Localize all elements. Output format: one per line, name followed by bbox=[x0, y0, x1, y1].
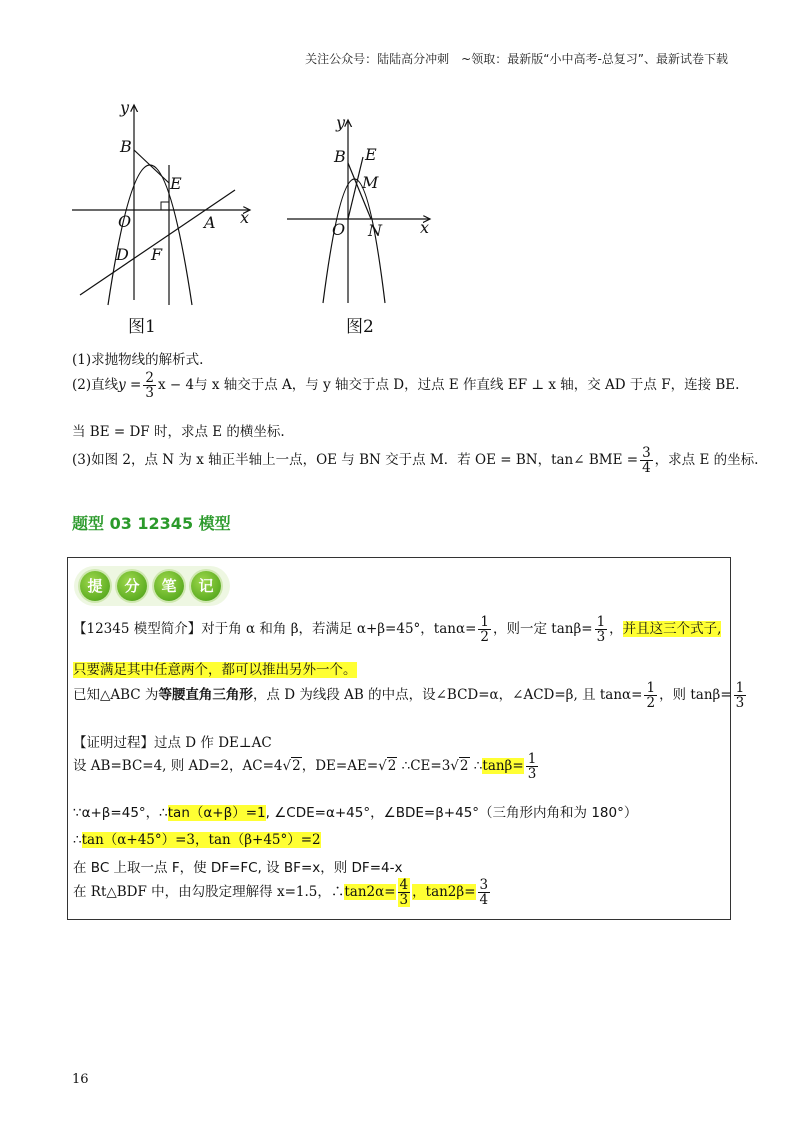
l9-frac-2 bbox=[478, 878, 491, 907]
q2-y-eq: y = bbox=[118, 377, 142, 394]
l3-frac-2 bbox=[734, 681, 747, 710]
fig1-label-x: x bbox=[240, 208, 250, 227]
l5-b: ，DE=AE= bbox=[301, 758, 379, 775]
fig2-label-m: M bbox=[362, 173, 379, 192]
l6-a: ∵α+β=45°，∴ bbox=[73, 805, 168, 821]
l1-f2n: 1 bbox=[596, 614, 606, 630]
l6-b: , ∠CDE=α+45°，∠BDE=β+45°（三角形内角和为 180°） bbox=[265, 805, 638, 821]
notes-box bbox=[67, 557, 745, 920]
l7-highlight-2: ，tan（β+45°）=2 bbox=[195, 832, 321, 848]
l3-c: ，则 tanβ= bbox=[659, 687, 732, 704]
l1-highlight: 并且这三个式子, bbox=[622, 621, 722, 638]
fig1-label-e: E bbox=[170, 174, 182, 193]
l7-a: ∴ bbox=[73, 832, 82, 848]
l9-f2n: 3 bbox=[479, 877, 489, 893]
note-line-9 bbox=[73, 878, 492, 907]
note-line-1 bbox=[73, 615, 721, 644]
l1-b: ，则一定 tanβ= bbox=[493, 621, 593, 638]
fig2-label-n: N bbox=[368, 221, 382, 240]
fig1-label-d: D bbox=[116, 245, 129, 264]
fig1-label-b: B bbox=[120, 137, 132, 156]
note-line-6 bbox=[73, 801, 637, 821]
l5-r2: 2 bbox=[387, 758, 397, 775]
q2-frac-den: 3 bbox=[145, 385, 154, 402]
q3-text: (3)如图 2，点 N 为 x 轴正半轴上一点，OE 与 BN 交于点 M．若 OE = BN，tan∠ BME = bbox=[72, 452, 639, 469]
l5-frac bbox=[526, 752, 539, 781]
l1-f1n: 1 bbox=[480, 614, 489, 630]
figure-2-graph bbox=[285, 115, 445, 305]
l5-fd: 3 bbox=[527, 766, 537, 783]
l1-frac-1 bbox=[478, 615, 491, 644]
fig1-label-y: y bbox=[120, 98, 130, 117]
note-line-8: 在 BC 上取一点 F，使 DF=FC, 设 BF=x，则 DF=4-x bbox=[73, 860, 403, 876]
badge-ti: 提 bbox=[80, 571, 110, 601]
question-3 bbox=[72, 446, 758, 475]
page-number: 16 bbox=[72, 1072, 89, 1087]
l3-f2d: 3 bbox=[735, 695, 745, 712]
fig1-label-o: O bbox=[118, 212, 132, 231]
l3-a: 已知△ABC 为 bbox=[73, 687, 159, 704]
l7-highlight-1: tan（α+45°）=3 bbox=[81, 832, 196, 848]
q2-fraction bbox=[143, 371, 156, 400]
l3-f1n: 1 bbox=[646, 680, 656, 696]
l5-fn: 1 bbox=[527, 751, 537, 767]
l3-b: ，点 D 为线段 AB 的中点，设∠BCD=α，∠ACD=β, 且 tanα= bbox=[252, 687, 643, 704]
fig2-label-o: O bbox=[332, 220, 346, 239]
l9-f2d: 4 bbox=[479, 892, 489, 909]
l6-highlight: tan（α+β）=1 bbox=[167, 805, 266, 821]
note-line-2 bbox=[73, 658, 357, 678]
question-2-line-2: 当 BE = DF 时，求点 E 的横坐标. bbox=[72, 424, 285, 440]
page-header: 关注公众号：陆陆高分冲刺 ~领取：最新版“小中高考-总复习”、最新试卷下载 bbox=[305, 52, 728, 66]
l1-frac-2 bbox=[595, 615, 608, 644]
note-line-4: 【证明过程】过点 D 作 DE⊥AC bbox=[73, 735, 272, 751]
l9-frac-1 bbox=[398, 878, 411, 907]
q3-tail: ，求点 E 的坐标. bbox=[654, 452, 759, 469]
badge-bi: 笔 bbox=[154, 571, 184, 601]
segment-be bbox=[134, 150, 169, 183]
l9-f1d: 3 bbox=[399, 892, 409, 909]
badge-ji: 记 bbox=[191, 571, 221, 601]
fig2-label-b: B bbox=[334, 147, 346, 166]
l9-highlight-1: tan2α= bbox=[344, 884, 396, 901]
l1-f2d: 3 bbox=[596, 629, 606, 646]
q2-prefix: (2)直线 bbox=[72, 377, 119, 394]
l3-f2n: 1 bbox=[735, 680, 745, 696]
l9-f1n: 4 bbox=[399, 877, 409, 893]
fig2-label-e: E bbox=[365, 145, 377, 164]
l5-r3: 2 bbox=[459, 758, 469, 775]
fig1-caption: 图1 bbox=[128, 317, 156, 337]
l5-r1: 2 bbox=[292, 758, 301, 775]
fig2-caption: 图2 bbox=[346, 317, 374, 337]
section-title: 题型 03 12345 模型 bbox=[72, 514, 231, 533]
q2-frac-num: 2 bbox=[145, 370, 154, 386]
note-line-5: 设 AB=BC=4, 则 AD=2，AC=4√2，DE=AE=√2 ∴CE=3√2 ∴tanβ= $\frac{1}{3}$ bbox=[73, 751, 537, 783]
fig2-label-x: x bbox=[420, 218, 430, 237]
l5-highlight: tanβ= bbox=[482, 758, 524, 775]
segment-oe bbox=[348, 157, 363, 219]
question-2-line-1 bbox=[72, 371, 739, 400]
l5-a: 设 AB=BC=4, 则 AD=2，AC=4 bbox=[73, 758, 283, 775]
note-line-7 bbox=[73, 828, 321, 848]
right-angle-mark bbox=[161, 202, 169, 210]
l5-c: ∴CE=3 bbox=[397, 758, 451, 775]
question-1: (1)求抛物线的解析式. bbox=[72, 352, 204, 368]
l9-a: 在 Rt△BDF 中，由勾股定理解得 x=1.5，∴ bbox=[73, 884, 345, 901]
line-ad bbox=[80, 190, 235, 295]
l3-frac-1 bbox=[644, 681, 657, 710]
fig2-label-y: y bbox=[336, 113, 346, 132]
l2-highlight: 只要满足其中任意两个，都可以推出另外一个。 bbox=[73, 662, 357, 678]
q2-rest: 与 x 轴交于点 A，与 y 轴交于点 D，过点 E 作直线 EF ⊥ x 轴，交 AD 于点 F，连接 BE. bbox=[194, 377, 740, 394]
q2-after-frac: x − 4 bbox=[157, 377, 195, 394]
q3-frac-den: 4 bbox=[642, 460, 651, 477]
note-line-3 bbox=[73, 681, 748, 710]
l3-f1d: 2 bbox=[646, 695, 656, 712]
parabola-curve bbox=[323, 179, 385, 303]
l5-d: ∴ bbox=[469, 758, 483, 775]
fig1-label-f: F bbox=[151, 245, 163, 264]
q3-fraction bbox=[640, 446, 653, 475]
l1-a: 【12345 模型简介】对于角 α 和角 β，若满足 α+β=45°，tanα= bbox=[73, 621, 477, 638]
badge-fen: 分 bbox=[117, 571, 147, 601]
q3-frac-num: 3 bbox=[642, 445, 651, 461]
l3-bold: 等腰直角三角形 bbox=[158, 687, 253, 704]
l1-f1d: 2 bbox=[480, 629, 489, 646]
figure-1-graph bbox=[70, 95, 270, 310]
fig1-label-a: A bbox=[204, 213, 216, 232]
l9-highlight-2: ，tan2β= bbox=[412, 884, 476, 901]
l1-c: ， bbox=[609, 621, 623, 638]
